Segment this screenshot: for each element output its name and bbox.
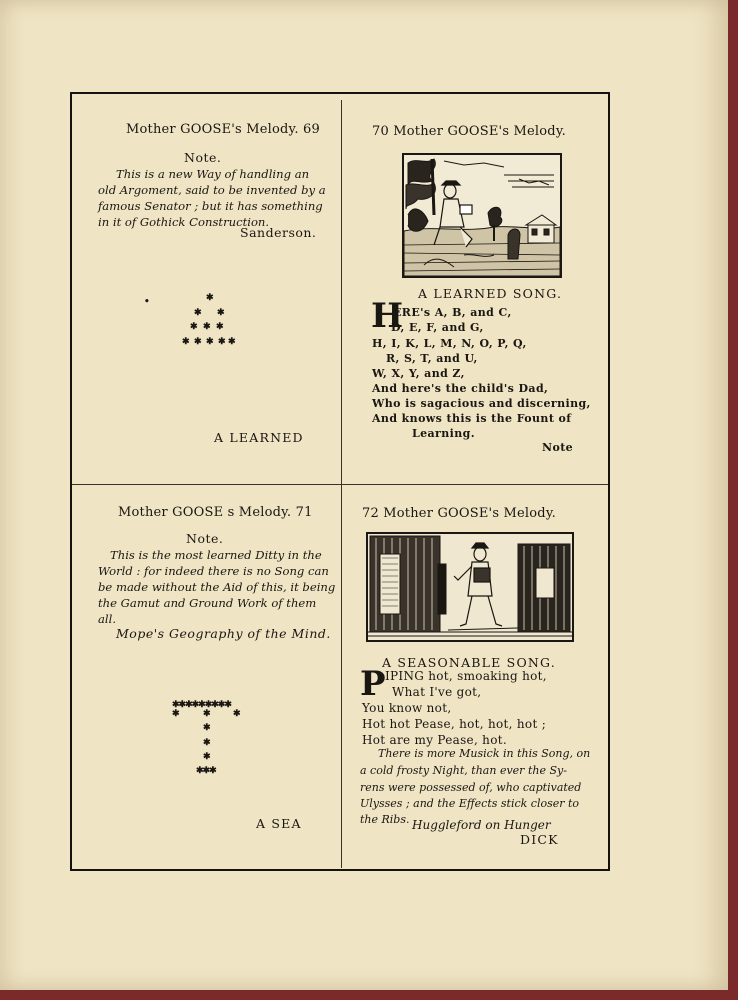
attribution: Huggleford on Hunger: [412, 818, 551, 832]
catchword: Note: [542, 441, 574, 454]
star-icon: ✱: [206, 293, 214, 303]
song-line: What I've got,: [392, 685, 482, 699]
star-icon: ✱✱✱: [196, 766, 216, 776]
star-icon: ✱: [194, 308, 202, 318]
drop-cap: H: [371, 296, 404, 336]
drop-cap: P: [360, 664, 386, 704]
song-line: Hot are my Pease, hot.: [362, 733, 507, 747]
note-heading: Note.: [186, 531, 224, 546]
song-line: H, I, K, L, M, N, O, P, Q,: [372, 337, 527, 350]
note-line: Ulysses ; and the Effects stick closer to: [360, 797, 580, 810]
note-line: This is a new Way of handling an: [116, 167, 310, 181]
song-line: ERE's A, B, and C,: [393, 306, 512, 319]
pie-seller-street-woodcut-icon: [366, 532, 574, 642]
song-line: D, E, F, and G,: [391, 321, 484, 334]
star-icon: ✱: [206, 337, 214, 347]
song-line: W, X, Y, and Z,: [372, 367, 465, 380]
note-line: rens were possessed of, who captivated: [360, 781, 582, 794]
running-header: 70 Mother GOOSE's Melody.: [372, 124, 566, 139]
star-icon: ✱: [203, 709, 211, 719]
song-line: You know not,: [362, 701, 452, 715]
song-line: Who is sagacious and discerning,: [372, 397, 591, 410]
star-icon: ✱: [218, 337, 226, 347]
catchword: A SEA: [256, 816, 302, 831]
star-icon: ✱✱✱✱✱✱✱✱✱: [172, 700, 231, 710]
star-icon: ✱: [203, 723, 211, 733]
running-header: 72 Mother GOOSE's Melody.: [362, 506, 556, 521]
star-icon: ✱: [217, 308, 225, 318]
scholar-reading-woodcut-icon: [402, 153, 562, 278]
catchword: DICK: [520, 832, 559, 847]
catchword: A LEARNED: [214, 430, 304, 445]
star-icon: ✱: [203, 738, 211, 748]
note-line: the Gamut and Ground Work of them: [98, 596, 317, 610]
horizontal-divider: [72, 484, 608, 485]
song-line: IPING hot, smoaking hot,: [385, 669, 547, 683]
song-title: A SEASONABLE SONG.: [382, 655, 556, 670]
song-line: Learning.: [412, 427, 475, 440]
note-line: in it of Gothick Construction.: [98, 215, 270, 229]
running-header: Mother GOOSE's Melody. 69: [126, 122, 320, 137]
star-icon: ✱: [203, 322, 211, 332]
note-line: This is the most learned Ditty in the: [110, 548, 322, 562]
star-icon: ✱: [228, 337, 236, 347]
star-icon: ✱: [233, 709, 241, 719]
note-line: all.: [98, 612, 117, 626]
star-icon: •: [144, 297, 150, 307]
note-line: old Argoment, said to be invented by a: [98, 183, 326, 197]
attribution: Mope's Geography of the Mind.: [116, 626, 331, 641]
running-header: Mother GOOSE s Melody. 71: [118, 505, 313, 520]
note-line: the Ribs.: [360, 813, 410, 826]
note-heading: Note.: [184, 150, 222, 165]
star-icon: ✱: [203, 752, 211, 762]
star-icon: ✱: [194, 337, 202, 347]
star-icon: ✱: [182, 337, 190, 347]
song-title: A LEARNED SONG.: [418, 286, 563, 301]
note-line: a cold frosty Night, than ever the Sy-: [360, 764, 567, 777]
star-icon: ✱: [216, 322, 224, 332]
star-icon: ✱: [190, 322, 198, 332]
song-line: And knows this is the Fount of: [372, 412, 572, 425]
song-line: Hot hot Pease, hot, hot, hot ;: [362, 717, 547, 731]
note-line: famous Senator ; but it has something: [98, 199, 323, 213]
song-line: And here's the child's Dad,: [372, 382, 549, 395]
attribution: Sanderson.: [240, 225, 317, 240]
note-line: World : for indeed there is no Song can: [98, 564, 329, 578]
note-line: be made without the Aid of this, it being: [98, 580, 336, 594]
star-icon: ✱: [172, 709, 180, 719]
note-line: There is more Musick in this Song, on: [378, 747, 591, 760]
song-line: R, S, T, and U,: [386, 352, 478, 365]
